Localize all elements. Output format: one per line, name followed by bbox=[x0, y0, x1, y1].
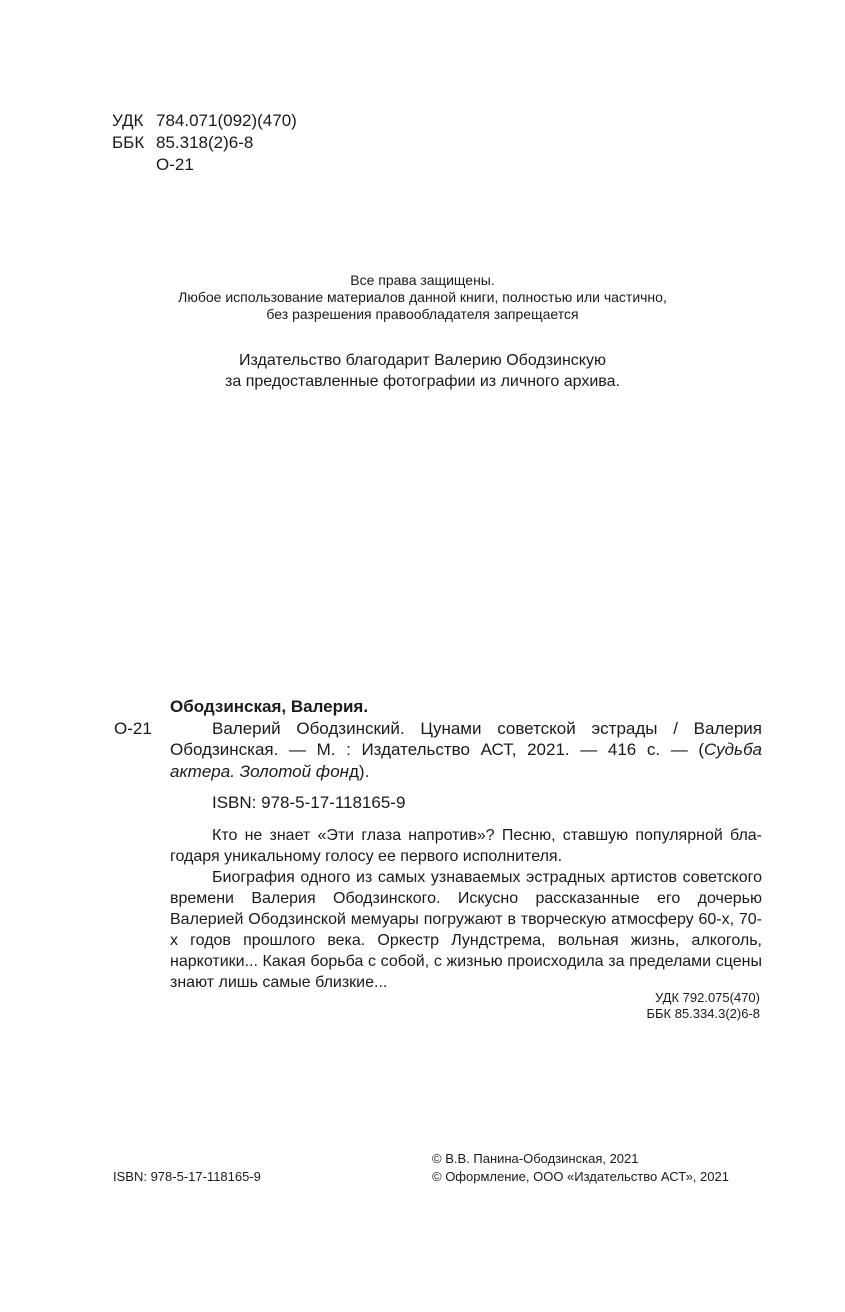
udk-row bbox=[112, 110, 297, 132]
annotation-paragraph-1: Кто не знает «Эти глаза напротив»? Песню, ставшую популярной благодаря уникальному голосу ее первого исполнителя. bbox=[170, 827, 762, 865]
thanks-line-1: Издательство благодарит Валерию Ободзинскую bbox=[239, 352, 606, 369]
catalog-code: О-21 bbox=[114, 719, 152, 738]
udk-label: УДК bbox=[112, 111, 144, 130]
catalog-title: Валерий Ободзинский. Цунами советской эстрады / Валерия Ободзинская. — М. : Издательство АСТ, 2021. — 416 с. — ( bbox=[170, 718, 762, 759]
bbk-value: 85.318(2)6-8 bbox=[156, 133, 254, 152]
catalog-record bbox=[114, 696, 762, 814]
author-mark-row bbox=[112, 154, 297, 176]
copyright-line-1: © В.В. Панина-Ободзинская, 2021 bbox=[432, 1151, 639, 1166]
index-udk: УДК 792.075(470) bbox=[654, 990, 760, 1005]
rights-notice bbox=[0, 272, 845, 323]
thanks-line-2: за предоставленные фотографии из личного архива. bbox=[225, 373, 620, 390]
annotation-paragraph-2: Биография одного из самых узнаваемых эстрадных артистов советского времени Валерия Ободзинского. Искусно рассказанные его дочерью Валерией Ободзинской мемуары погружают в творческую атмосферу 60-х, 70-х годов прошлого века. Оркестр Лундстрема, вольная жизнь, алкоголь, наркотики... Какая борьба с собой, с жизнью происходила за пределами сцены знают лишь самые близкие... bbox=[170, 869, 762, 991]
catalog-author: Ободзинская, Валерия. bbox=[170, 697, 369, 716]
udk-value: 784.071(092)(470) bbox=[156, 111, 297, 130]
copyright-block bbox=[432, 1150, 729, 1186]
rights-line-2: Любое использование материалов данной книги, полностью или частично, bbox=[178, 289, 667, 305]
copyright-line-2: © Оформление, ООО «Издательство АСТ», 2021 bbox=[432, 1169, 729, 1184]
index-codes bbox=[560, 990, 760, 1022]
bbk-row bbox=[112, 132, 297, 154]
catalog-isbn: ISBN: 978-5-17-118165-9 bbox=[212, 793, 406, 812]
author-mark: О-21 bbox=[156, 155, 194, 174]
isbn-bottom: ISBN: 978-5-17-118165-9 bbox=[113, 1169, 261, 1184]
index-bbk: ББК 85.334.3(2)6-8 bbox=[646, 1006, 760, 1021]
rights-line-1: Все права защищены. bbox=[350, 272, 495, 288]
catalog-description bbox=[170, 718, 762, 783]
catalog-series-end: д). bbox=[349, 761, 370, 781]
catalog-series: Судьба актера. Золотой фон bbox=[170, 740, 762, 781]
annotation bbox=[170, 825, 762, 993]
classification-block bbox=[112, 110, 297, 176]
rights-line-3: без разрешения правообладателя запрещается bbox=[266, 306, 579, 322]
acknowledgement bbox=[0, 350, 845, 392]
bbk-label: ББК bbox=[112, 133, 145, 152]
